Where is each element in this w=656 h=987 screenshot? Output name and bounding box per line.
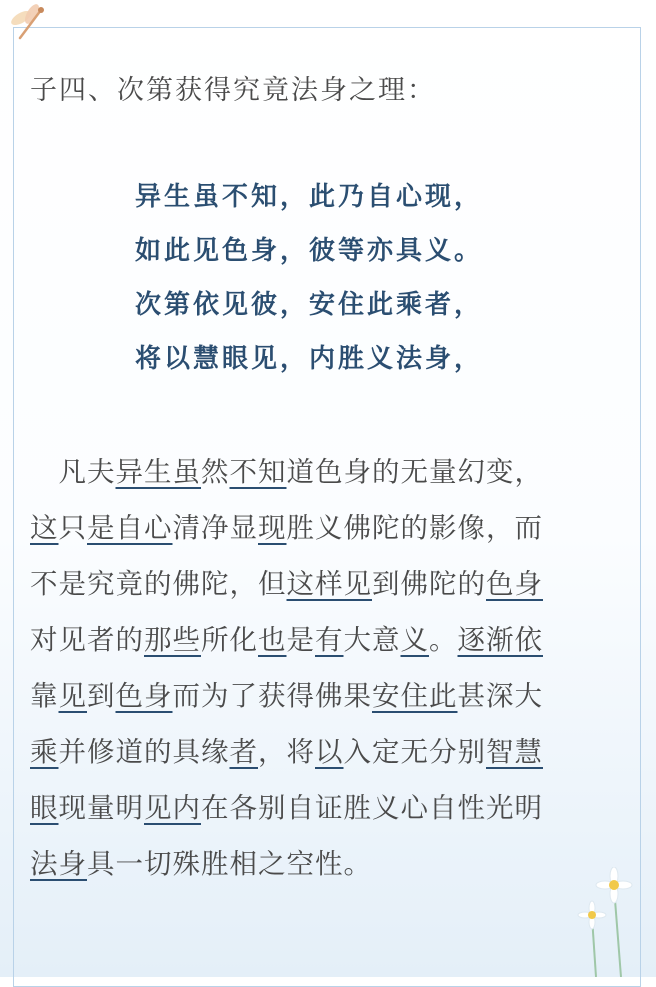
verse-line: 异生虽不知，此乃自心现， — [135, 182, 484, 212]
text-span: 清净显 — [172, 512, 258, 544]
paragraph-line — [30, 841, 630, 897]
underlined-term: 逐渐依 — [457, 624, 543, 656]
text-span: 而为了获得佛果 — [172, 680, 372, 712]
verse-line: 如此见色身，彼等亦具义。 — [135, 236, 484, 266]
underlined-term: 义 — [400, 624, 429, 656]
text-span: ，将 — [258, 736, 315, 768]
underlined-term: 有 — [315, 624, 344, 656]
underlined-term: 法身 — [30, 848, 87, 880]
underlined-term: 现 — [258, 512, 287, 544]
text-span: 只 — [58, 512, 87, 544]
text-span: 入定无分别 — [343, 736, 486, 768]
text-span: 胜义佛陀的影像，而 — [286, 512, 543, 544]
underlined-term: 这样见 — [286, 568, 372, 600]
text-span: 不是究竟的佛陀，但 — [30, 568, 287, 600]
text-span: 到 — [87, 680, 116, 712]
underlined-term: 异生虽 — [115, 456, 201, 488]
text-span: 然 — [201, 456, 230, 488]
text-span: 所化 — [201, 624, 258, 656]
paragraph-line — [30, 449, 630, 505]
text-span: 是 — [286, 624, 315, 656]
verse-line: 次第依见彼，安住此乘者， — [135, 290, 484, 320]
dragonfly-icon — [8, 4, 52, 44]
underlined-term: 眼 — [30, 792, 59, 824]
paragraph-line — [30, 505, 630, 561]
underlined-term: 见 — [58, 680, 87, 712]
commentary-paragraph — [30, 449, 630, 897]
text-span: 对见者的 — [30, 624, 144, 656]
underlined-term: 以 — [315, 736, 344, 768]
daisy-flowers-icon — [566, 867, 656, 977]
underlined-term: 不知 — [229, 456, 287, 488]
text-span: 具一切殊胜相之空性。 — [87, 848, 372, 880]
section-heading: 子四、次第获得究竟法身之理： — [30, 75, 436, 106]
text-span: 并修道的具缘 — [58, 736, 230, 768]
text-span: 。 — [429, 624, 458, 656]
underlined-term: 色身 — [486, 568, 543, 600]
underlined-term: 这 — [30, 512, 59, 544]
verse-line: 将以慧眼见，内胜义法身， — [135, 344, 484, 374]
text-span: 现量明 — [58, 792, 144, 824]
underlined-term: 者 — [229, 736, 258, 768]
paragraph-line — [30, 561, 630, 617]
text-span: 靠 — [30, 680, 59, 712]
text-span: 大意 — [343, 624, 401, 656]
paragraph-line — [30, 673, 630, 729]
underlined-term: 乘 — [30, 736, 59, 768]
underlined-term: 是自心 — [87, 512, 173, 544]
underlined-term: 那些 — [144, 624, 201, 656]
verse-block — [135, 178, 483, 394]
text-span: 凡夫 — [30, 456, 116, 488]
underlined-term: 色身 — [115, 680, 173, 712]
underlined-term: 也 — [258, 624, 287, 656]
paragraph-line — [30, 617, 630, 673]
underlined-term: 见内 — [144, 792, 201, 824]
text-span: 在各别自证胜义心自性光明 — [201, 792, 543, 824]
underlined-term: 安住此 — [372, 680, 458, 712]
paragraph-line — [30, 785, 630, 841]
paragraph-line — [30, 729, 630, 785]
text-span: 道色身的无量幻变， — [286, 456, 543, 488]
underlined-term: 智慧 — [486, 736, 543, 768]
text-span: 甚深大 — [457, 680, 543, 712]
text-span: 到佛陀的 — [372, 568, 486, 600]
